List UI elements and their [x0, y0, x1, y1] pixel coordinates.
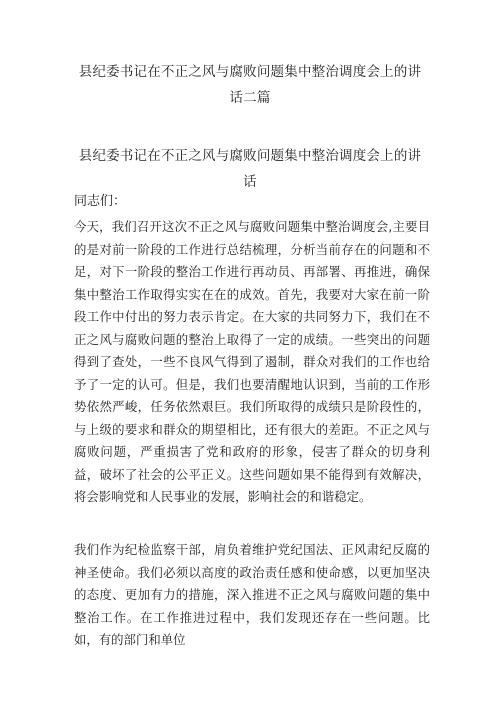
speech-title-line-1: 县纪委书记在不正之风与腐败问题集中整治调度会上的讲	[78, 148, 422, 164]
speech-title-line-2: 话	[243, 174, 257, 190]
document-title-line-1: 县纪委书记在不正之风与腐败问题集中整治调度会上的讲	[78, 64, 422, 80]
document-title-line-2: 话二篇	[229, 90, 271, 106]
body-paragraph-2: 我们作为纪检监察干部，肩负着维护党纪国法、正风肃纪反腐的神圣使命。我们必须以高度的政治责任感和使命感，以更加坚决的态度、更加有力的措施，深入推进不正之风与腐败问题的集中整治工作。在工作推进过程中，我们发现还存在一些问题。比如，有的部门和单位	[74, 542, 430, 647]
salutation: 同志们：	[74, 194, 127, 209]
body-paragraph-1: 今天，我们召开这次不正之风与腐败问题集中整治调度会,主要目的是对前一阶段的工作进行总结梳理，分析当前存在的问题和不足，对下一阶段的整治工作进行再动员、再部署、再推进，确保集中整治工作取得实实在在的成效。首先，我要对大家在前一阶段工作中付出的努力表示肯定。在大家的共同努力下，我们在不正之风与腐败问题的整治上取得了一定的成绩。一些突出的问题得到了查处，一些不良风气得到了遏制，群众对我们的工作也给予了一定的认可。但是，我们也要清醒地认识到，当前的工作形势依然严峻，任务依然艰巨。我们所取得的成绩只是阶段性的，与上级的要求和群众的期望相比，还有很大的差距。不正之风与腐败问题，严重损害了党和政府的形象，侵害了群众的切身利益，破坏了社会的公平正义。这些问题如果不能得到有效解决，将会影响党和人民事业的发展，影响社会的和谐稳定。	[74, 219, 430, 504]
